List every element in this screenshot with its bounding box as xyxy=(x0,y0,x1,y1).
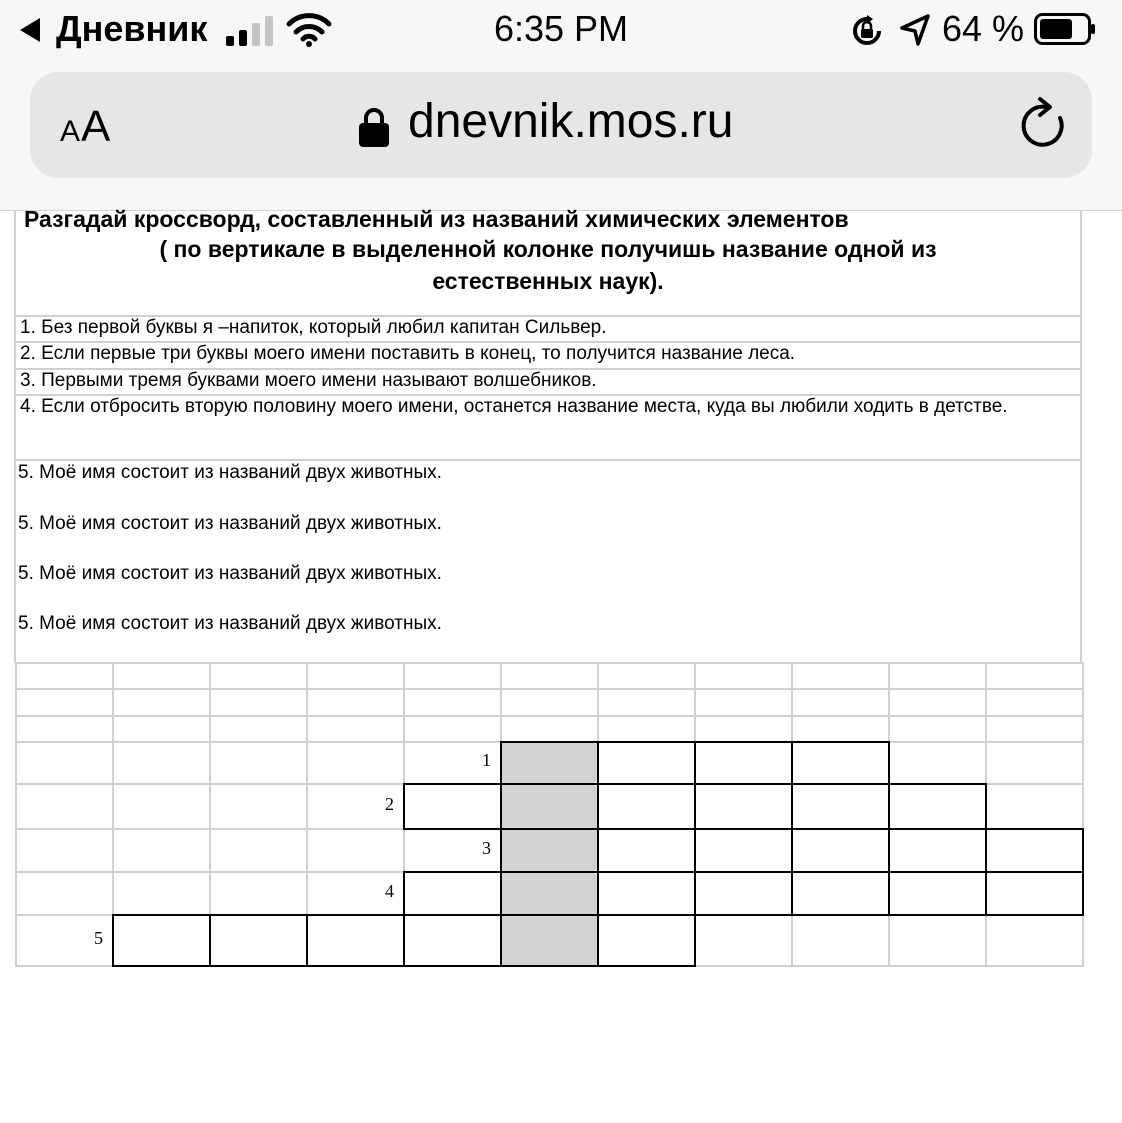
word-border xyxy=(888,871,890,916)
word-border xyxy=(985,871,987,916)
word-border xyxy=(500,741,502,785)
word-border xyxy=(597,914,599,967)
title-line-2: ( по вертикале в выделенной колонке получишь название одной из xyxy=(159,236,937,262)
word-number: 2 xyxy=(385,793,394,814)
word-border xyxy=(597,741,599,785)
grid-line-vertical xyxy=(1082,662,1084,965)
clue-5-line: 5. Моё имя состоит из названий двух животных. xyxy=(18,462,442,483)
word-border xyxy=(597,783,599,830)
word-border xyxy=(1082,828,1084,873)
word-border xyxy=(403,783,405,830)
lock-icon xyxy=(358,106,390,148)
word-border xyxy=(403,871,405,916)
status-bar xyxy=(0,0,1122,62)
clue-2: 2. Если первые три буквы моего имени поставить в конец, то получится название леса. xyxy=(14,341,1082,368)
text-size-button[interactable]: AA xyxy=(60,102,112,151)
status-time: 6:35 PM xyxy=(493,8,629,49)
grid-line-horizontal xyxy=(15,688,1084,690)
task-title xyxy=(14,206,1082,315)
reload-icon[interactable] xyxy=(1016,96,1072,154)
grid-line-horizontal xyxy=(15,715,1084,717)
word-number: 5 xyxy=(94,927,103,948)
clue-1: 1. Без первой буквы я –напиток, который любил капитан Сильвер. xyxy=(14,315,1082,342)
orientation-lock-icon xyxy=(850,14,884,48)
clue-5-line: 5. Моё имя состоит из названий двух животных. xyxy=(18,563,442,584)
word-number: 3 xyxy=(482,837,491,858)
word-border xyxy=(694,914,696,967)
word-number: 1 xyxy=(482,750,491,770)
word-border xyxy=(888,828,890,873)
word-border xyxy=(791,871,793,916)
document-content xyxy=(0,206,1122,1123)
clue-4: 4. Если отбросить вторую половину моего имени, останется название места, куда вы любили ходить в детстве. xyxy=(14,394,1082,460)
word-border xyxy=(694,871,696,916)
word-border xyxy=(791,783,793,830)
title-line-3: естественных наук). xyxy=(432,268,664,294)
highlighted-column xyxy=(500,741,597,965)
clue-3: 3. Первыми тремя буквами моего имени называют волшебников. xyxy=(14,368,1082,395)
location-arrow-icon xyxy=(898,12,932,48)
word-border xyxy=(500,828,502,873)
clue-5-line: 5. Моё имя состоит из названий двух животных. xyxy=(18,513,442,534)
word-border xyxy=(597,828,599,873)
url-text[interactable]: dnevnik.mos.ru xyxy=(408,95,734,148)
word-border xyxy=(306,914,308,967)
word-border xyxy=(694,741,696,785)
address-bar[interactable] xyxy=(30,72,1092,178)
word-border xyxy=(694,783,696,830)
word-border xyxy=(985,828,987,873)
word-border xyxy=(888,741,890,785)
word-border xyxy=(403,871,1084,873)
battery-icon xyxy=(1034,13,1096,45)
word-border xyxy=(500,871,502,916)
word-border xyxy=(403,914,405,967)
word-border xyxy=(791,741,793,785)
word-border xyxy=(694,828,696,873)
title-line-1: Разгадай кроссворд, составленный из названий химических элементов xyxy=(24,206,849,232)
word-border xyxy=(1082,871,1084,916)
grid-line-horizontal xyxy=(15,662,1084,664)
browser-chrome xyxy=(0,0,1122,211)
grid-line-vertical xyxy=(15,662,17,965)
word-border xyxy=(500,783,502,830)
word-border xyxy=(112,914,114,967)
word-border xyxy=(888,783,890,830)
clue-5-line: 5. Моё имя состоит из названий двух животных. xyxy=(18,613,442,634)
word-border xyxy=(209,914,211,967)
word-border xyxy=(500,914,502,967)
word-border xyxy=(597,871,599,916)
word-number: 4 xyxy=(385,880,394,901)
word-border xyxy=(791,828,793,873)
back-to-app-label[interactable]: Дневник xyxy=(56,8,208,49)
word-border xyxy=(985,783,987,830)
battery-percentage: 64 % xyxy=(942,8,1025,49)
